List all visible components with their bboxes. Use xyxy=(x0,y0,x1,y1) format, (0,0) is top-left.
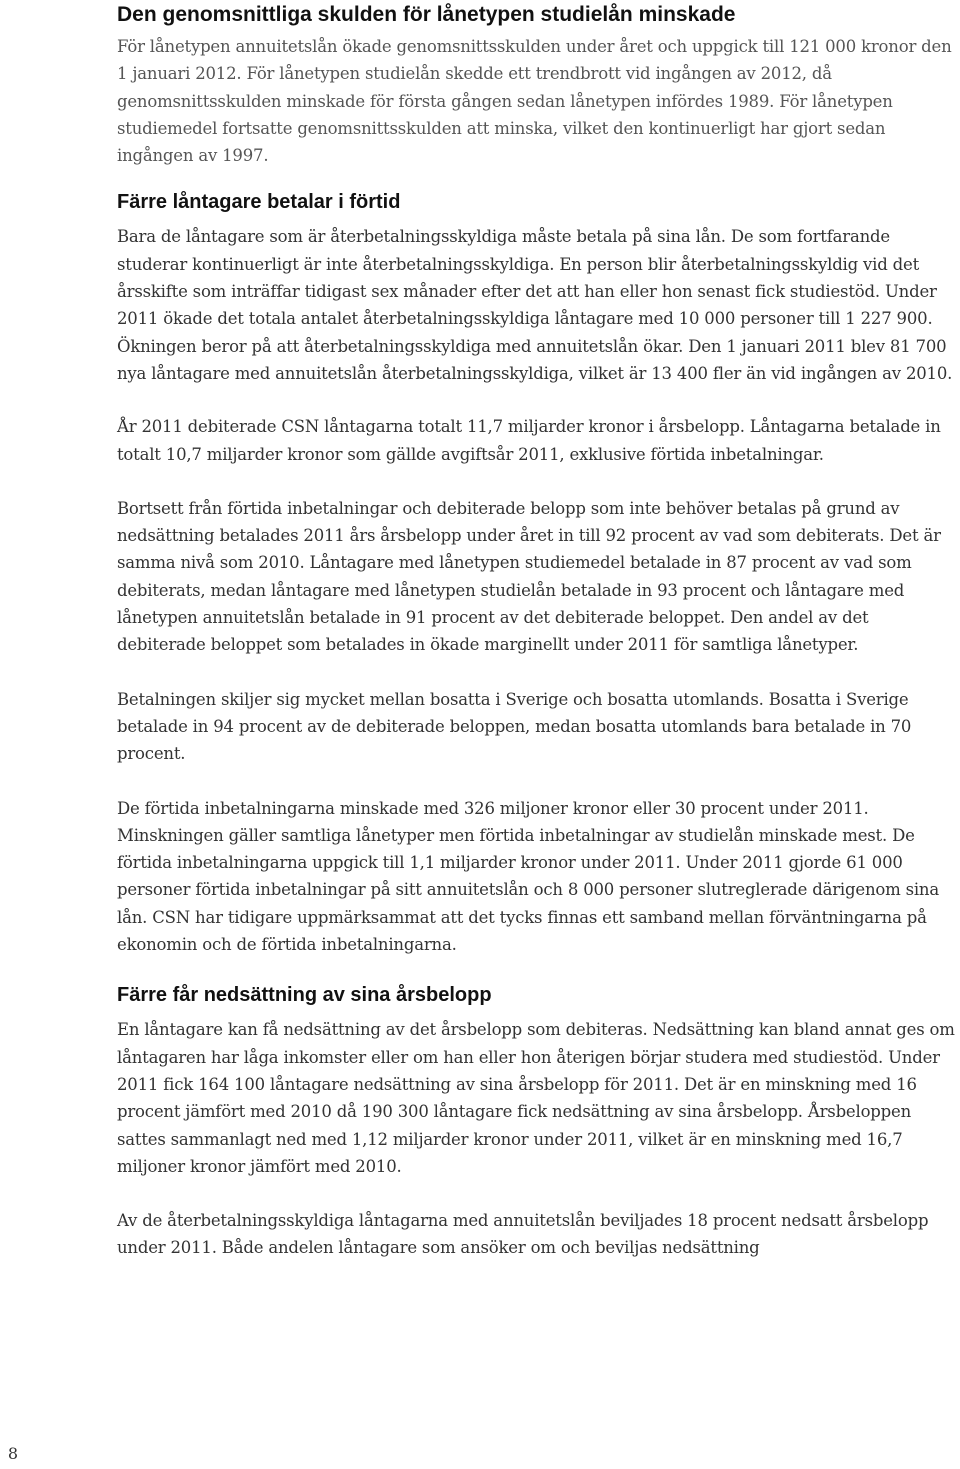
paragraph-nedsattning-annuitetslan: Av de återbetalningsskyldiga låntagarna med annuitetslån beviljades 18 procent nedsatt årsbelopp under 2011. Både andelen låntagare som ansöker om och beviljas nedsättning xyxy=(117,1211,929,1258)
paragraph-genomsnittsskuld: För lånetypen annuitetslån ökade genomsnittsskulden under året och uppgick till 121 000 kronor den 1 januari 2012. För lånetypen studielån skedde ett trendbrott vid ingången av 2012, då genomsnittsskulden minskade för första gången sedan lånetypen infördes 1989. För lånetypen studiemedel fortsatte genomsnittsskulden att minska, vilket den kontinuerligt har gjort sedan ingången av 1997. xyxy=(117,37,952,166)
paragraph-nedsattning-arsbelopp: En låntagare kan få nedsättning av det årsbelopp som debiteras. Nedsättning kan bland annat ges om låntagaren har låga inkomster eller om han eller hon återigen börjar studera med studiestöd. Under 2011 fick 164 100 låntagare nedsättning av sina årsbelopp för 2011. Det är en minskning med 16 procent jämfört med 2010 då 190 300 låntagare fick nedsättning av sina årsbelopp. Årsbeloppen sattes sammanlagt ned med 1,12 miljarder kronor under 2011, vilket är en minskning med 16,7 miljoner kronor jämfört med 2010. xyxy=(117,1020,955,1176)
page-number: 8 xyxy=(7,1444,19,1463)
section-heading-genomsnittlig-skuld: Den genomsnittliga skulden för lånetypen studielån minskade xyxy=(117,3,736,26)
paragraph-aterbetalningsskyldiga: Bara de låntagare som är återbetalningsskyldiga måste betala på sina lån. De som fortfarande studerar kontinuerligt är inte återbetalningsskyldiga. En person blir återbetalningsskyldig vid det årsskifte som inträffar tidigast sex månader efter det att han eller hon senast fick studiestöd. Under 2011 ökade det totala antalet återbetalningsskyldiga låntagare med 10 000 personer till 1 227 900. Ökningen beror på att återbetalningsskyldiga med annuitetslån ökar. Den 1 januari 2011 blev 81 700 nya låntagare med annuitetslån återbetalningsskyldiga, vilket är 13 400 fler än vid ingången av 2010. xyxy=(117,227,953,383)
paragraph-inbetalningsgrad: Bortsett från förtida inbetalningar och debiterade belopp som inte behöver betalas på grund av nedsättning betalades 2011 års årsbelopp under året in till 92 procent av vad som debiterats. Det är samma nivå som 2010. Låntagare med lånetypen studiemedel betalade in 87 procent av vad som debiterats, medan låntagare med lånetypen studielån betalade in 93 procent och låntagare med lånetypen annuitetslån betalade in 91 procent av det debiterade beloppet. Den andel av det debiterade beloppet som betalades in ökade marginellt under 2011 för samtliga lånetyper. xyxy=(117,498,941,655)
paragraph-fortida-inbetalningar: De förtida inbetalningarna minskade med 326 miljoner kronor eller 30 procent under 2011. Minskningen gäller samtliga lånetyper men förtida inbetalningar av studielån minskade mest. De förtida inbetalningarna uppgick till 1,1 miljarder kronor under 2011. Under 2011 gjorde 61 000 personer förtida inbetalningar på sitt annuitetslån och 8 000 personer slutreglerade därigenom sina lån. CSN har tidigare uppmärksammat att det tycks finnas ett samband mellan förväntningarna på ekonomin och de förtida inbetalningarna. xyxy=(117,798,939,955)
section-heading-nedsattning: Färre får nedsättning av sina årsbelopp xyxy=(117,984,492,1007)
section-heading-fortida-betalning: Färre låntagare betalar i förtid xyxy=(117,191,401,214)
paragraph-debiterade-arsbelopp: År 2011 debiterade CSN låntagarna totalt 11,7 miljarder kronor i årsbelopp. Låntagarna betalade in totalt 10,7 miljarder kronor som gällde avgiftsår 2011, exklusive förtida inbetalningar. xyxy=(117,417,941,464)
paragraph-bosatta-utomlands: Betalningen skiljer sig mycket mellan bosatta i Sverige och bosatta utomlands. Bosatta i Sverige betalade in 94 procent av de debiterade beloppen, medan bosatta utomlands bara betalade in 70 procent. xyxy=(117,689,912,764)
document-page xyxy=(117,0,955,1262)
